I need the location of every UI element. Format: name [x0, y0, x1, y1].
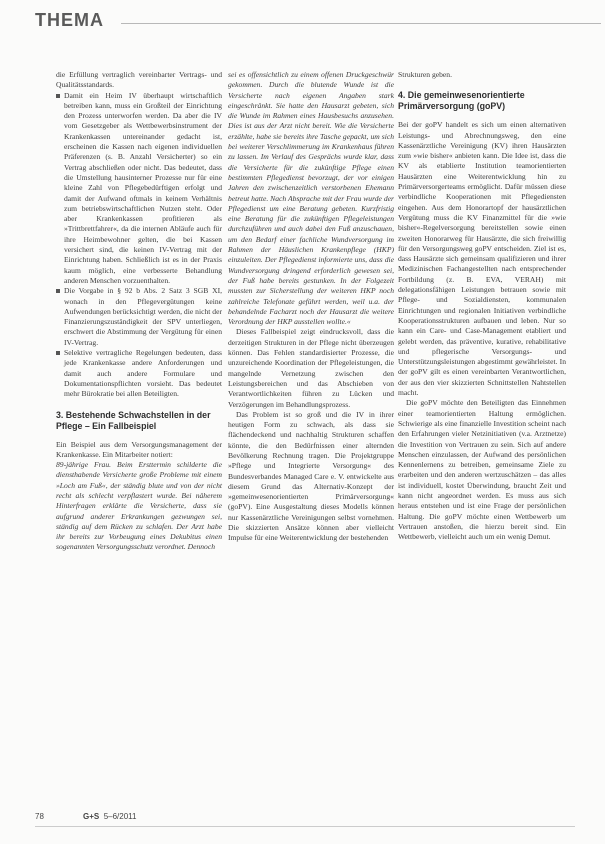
- paragraph: die Erfüllung vertraglich vereinbarter Vertrags- und Qualitätsstandards.: [56, 70, 222, 90]
- bullet-list: [56, 91, 222, 400]
- quote-paragraph: 89-jährige Frau. Beim Ersttermin schilderte die diensthabende Versicherte große Probleme mit einem »Loch am Fuß«, der ständig blute und von der nicht recht als schlecht verpflastert wurde. Bei näherem Hinterfragen erklärte die Versicherte, dass sie aufgrund anderer Erkrankungen gezwungen sei, ständig auf dem Rücken zu schlafen. Der Arzt habe ihr bereits zur Vorbeugung eines Dekubitus einen sogenannten Versorgungsschutz verordnet. Dennoch: [56, 460, 222, 552]
- paragraph: Dieses Fallbeispiel zeigt eindrucksvoll, dass die derzeitigen Strukturen in der Pflege nicht überzeugen können. Das Fehlen standardisierter Prozesse, die unzureichende Koordination der Pflegeleistungen, die mangelnde Vernetzung zwischen den Leistungsbereichen und das Abschieben von Verantwortlichkeiten führen zu Lücken und Verzögerungen im Behandlungsprozess.: [228, 327, 394, 409]
- bullet-item: Die Vorgabe in § 92 b Abs. 2 Satz 3 SGB XI, wonach in den Pflegevergütungen keine Aufwendungen berücksichtigt werden, die nicht der Finanzierungszuständigkeit der SPV unterliegen, erschwert die Abstimmung der Vergütung für einen IV-Vertrag.: [56, 286, 222, 348]
- magazine-name: G+S: [83, 812, 100, 821]
- paragraph: Bei der goPV handelt es sich um einen alternativen Leistungs- und Abrechnungsweg, den eine Kassenärztliche Vereinigung (KV) ihren Hausärzten zum »wie bisher« anbieten kann. Die Idee ist, dass die KV als etablierte Institution teamorientierten Hausärzten eine Weiterentwicklung hin zu Primärversorgerteams ermöglicht. Dafür müssen diese verbindliche Kooperationen mit Pflegediensten eingehen. Aus dem Honorartopf der hausärztlichen Vergütung muss die KV Finanzmittel für die »wie bisher«-Regelversorgung bereitstellen sowie einen zweiten Honorarweg für Hausärzte, die sich freiwillig für den Versorgungsweg goPV entscheiden. Ziel ist es, dass Hausärzte sich gemeinsam qualifizieren und ihrer Medizinischen Fachangestellten nach entsprechender Fortbildung (z. B. EVA, VERAH) mit delegationsfähigen Leistungen betrauen sowie mit Pflege- und Sozialdiensten, kommunalen Einrichtungen und regionalen Initiativen verbindliche Kooperationsstrukturen aufbauen und leben. Nur so kann ein Care- und Case-Management etabliert und gelebt werden, das präventive, kurative, rehabilitative und pflegerische Versorgungs- und Unterstützungsleistungen abgestimmt gewährleistet. In der goPV gilt es einen vereinbarten Verantwortlichen, der aus den vier skizzierten Schnittstellen Nahtstellen macht.: [398, 120, 566, 398]
- column-middle: [228, 70, 394, 544]
- page-footer: [35, 812, 575, 826]
- paragraph: Das Problem ist so groß und die IV in ihrer heutigen Form zu schwach, als dass sie flächendeckend und nachhaltig Strukturen schaffen könnte, die den Bedürfnissen einer alternden Bevölkerung Rechnung tragen. Die Projektgruppe »Pflege und Integrierte Versorgung« des Bundesverbandes Managed Care e. V. entwickelte aus diesem Grund das Alternativ-Konzept der »gemeinwesenorientierten Primärversorgung« (goPV). Eine Ausgestaltung dieses Modells können nur Kassenärztliche Vereinigungen selbst vornehmen. Die skizzierten Ansätze können aber vielleicht Impulse für eine Weiterentwicklung der bestehenden: [228, 409, 394, 543]
- magazine-info: [83, 812, 136, 821]
- page-number: 78: [35, 812, 44, 821]
- paragraph: Die goPV möchte den Beteiligten das Einnehmen einer teamorientierten Haltung ermöglichen. Schwierige als eine finanzielle Investition scheint nach den Erfahrungen vieler Netzinitiativen (v.a. Arztnetze) die Investition von Vertrauen zu sein. Sich auf andere Menschen einzulassen, der Aufwand des persönlichen Kennenlernens zu betreiben, gemeinsame Ziele zu erarbeiten und den anderen wertzuschätzen – das alles ist individuell, kostet Überwindung, braucht Zeit und kann nicht angeordnet werden. Es muss aus sich heraus entstehen und ist eine Frage der persönlichen Haltung. Die goPV möchte einen Wettbewerb um Vertrauen anstoßen, die hierzu bereit sind. Ein Wettbewerb, vielleicht auch um ein wenig Demut.: [398, 398, 566, 542]
- page-header: [35, 10, 595, 36]
- bullet-item: Selektive vertragliche Regelungen bedeuten, dass jede Krankenkasse andere Anforderungen und damit auch andere Formulare und Dokumentationspflichten vorsieht. Das bedeutet mehr Bürokratie bei allen Beteiligten.: [56, 348, 222, 399]
- quote-paragraph: sei es offensichtlich zu einem offenen Druckgeschwür gekommen. Durch die blutende Wunde ist die Versicherte nach eigenen Angaben stark eingeschränkt. Sie hatte den Hausarzt gebeten, sich die Wunde im Rahmen eines Hausbesuchs anzusehen. Dies ist aus der Arzt nicht bereit. Wie die Versicherte erzählte, habe sie bereits ihre Tasche gepackt, um sich bei weiterer Verschlimmerung im Krankenhaus führen zu lassen. Im Verlauf des Gesprächs wurde klar, dass die Versicherte für die zukünftige Pflege einen bestimmten Pflegedienst bevorzugt, der vor einigen Jahren den zwischenzeitlich verstorbenen Ehemann betreut hatte. Nach Absprache mit der Frau wurde der Pflegedienst um eine Beratung gebeten. Kurzfristig eine Beratung für die zukünftigen Pflegeleistungen durchzuführen und auch dabei den Fuß anzuschauen, um den Bedarf einer fachliche Wundversorgung im Rahmen der Häuslichen Krankenpflege (HKP) einzuleiten. Der Pflegedienst informierte uns, dass die Wundversorgung dringend erforderlich gewesen sei, der Fuß habe bereits gestunken. In der Folgezeit mussten zur Sicherstellung der weiteren HKP noch zahlreiche Telefonate geführt werden, weil u.a. der behandelnde Facharzt noch der Hausarzt die weitere Verordnung der HKP ausstellen wollte.«: [228, 70, 394, 327]
- issue-number: 5–6/2011: [103, 812, 137, 821]
- header-divider: [121, 23, 601, 24]
- section-heading: 3. Bestehende Schwachstellen in der Pflege – Ein Fallbeispiel: [56, 409, 211, 431]
- paragraph: Ein Beispiel aus dem Versorgungsmanagement der Krankenkasse. Ein Mitarbeiter notiert:: [56, 439, 222, 459]
- column-right: [398, 70, 566, 542]
- bullet-item: Damit ein Heim IV überhaupt wirtschaftlich betreiben kann, muss ein Großteil der Einrichtung den Prozess unterworfen werden. Da aber die IV vom Gesetzgeber als Wettbewerbsinstrument der Krankenkassen untereinander gedacht ist, erscheinen die Kassen nach eigenen individuellen Präferenzen (s. B. Anzahl Versicherter) so ein Vertrag abschließen oder nicht. Das bedeutet, dass die Umstellung hausinterner Prozesse nur für eine kleine Zahl von Pflegebedürftigen erfolgt und damit der Aufwand oftmals in keinem Verhältnis zum betriebswirtschaftlichen Nutzen steht. Oder aber Krankenkassen profitieren als »Trittbrettfahrer«, da die internen Abläufe auch für ihre Heimbewohner gelten, die bei Kassen versichert sind, die keinen IV-Vertrag mit der Einrichtung haben. Schließlich ist es in der Praxis kaum möglich, eine verbesserte Behandlung anderen Menschen vorzuenthalten.: [56, 91, 222, 287]
- paragraph: Strukturen geben.: [398, 70, 452, 79]
- column-left: [56, 70, 222, 553]
- section-title: THEMA: [35, 10, 104, 30]
- section-heading: 4. Die gemeinwesenorientierte Primärversorgung (goPV): [398, 90, 525, 112]
- footer-divider: [35, 826, 575, 827]
